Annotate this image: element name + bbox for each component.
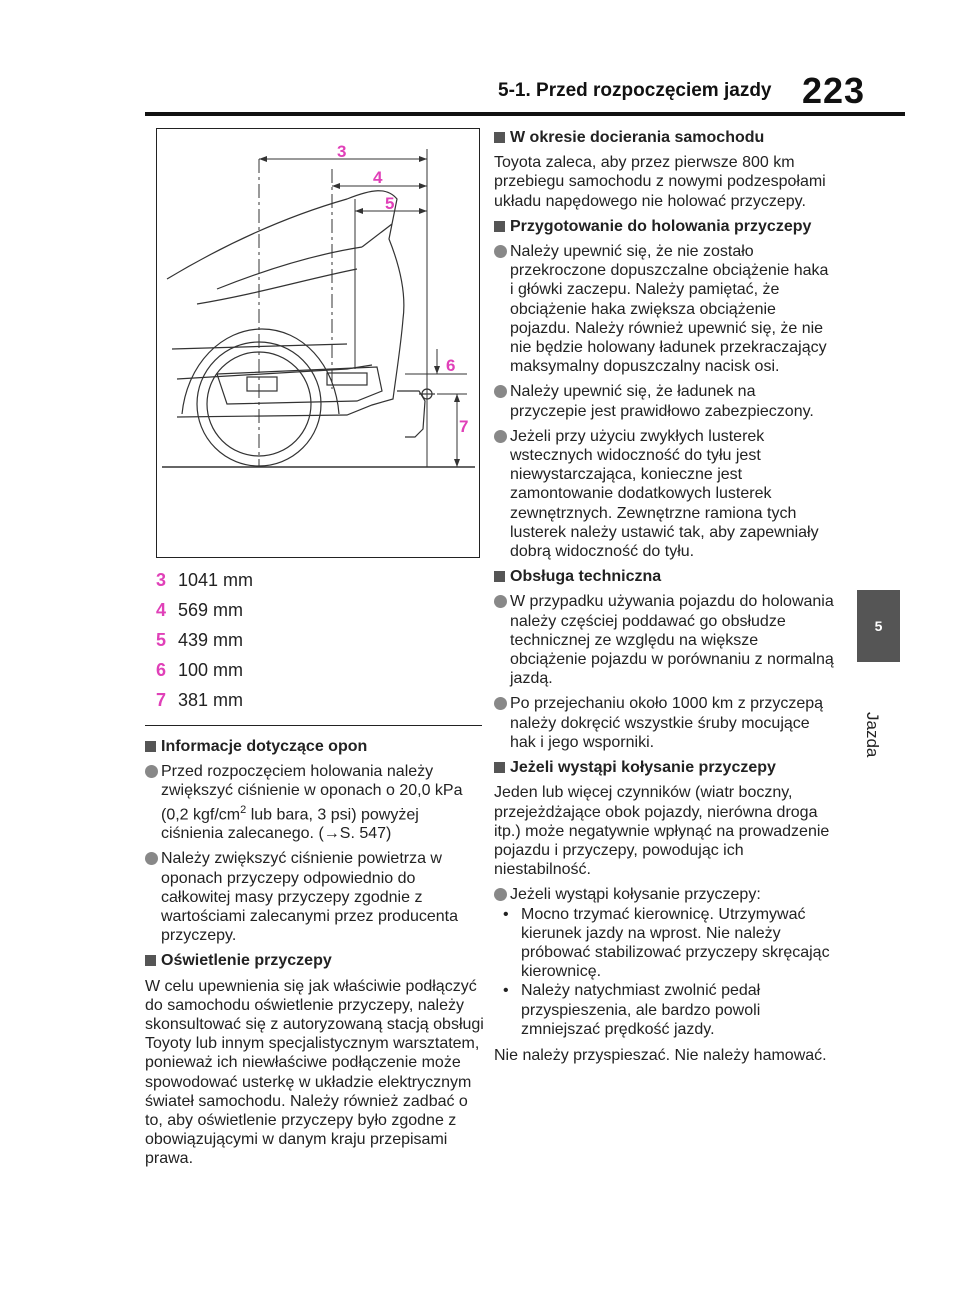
prep-bullet [494,382,834,420]
prep-bullet [494,242,834,376]
prep-bullet-text: Należy upewnić się, że ładunek na przyczepie jest prawidłowo zabezpieczony. [510,383,814,420]
chapter-label: Jazda [863,712,882,758]
lights-heading [145,951,485,970]
break-in-heading [494,128,834,147]
tires-bullet-text: Przed rozpoczęciem holowania należy zwiększyć ciśnienie w oponach o 20,0 kPa (0,2 kgf/cm [161,763,463,823]
tires-bullet-text-end: lub bara, 3 psi) powyżej ciśnienia zalecanego. (→S. 547) [161,805,419,843]
square-bullet-icon [145,955,156,966]
maintenance-bullet-text: W przypadku używania pojazdu do holowania należy częściej poddawać go obsłudze technicznej ze względu na większe obciążenie pojazdu w porównaniu z normalną jazdą. [510,593,834,688]
legend-item [156,565,253,595]
square-bullet-icon [494,132,505,143]
legend-item [156,595,253,625]
circle-bullet-icon [494,430,507,443]
legend-number: 5 [156,630,167,650]
maintenance-heading [494,567,834,586]
page-number: 223 [802,70,866,111]
dim-label-5: 5 [385,194,395,213]
tires-bullet [145,762,485,843]
prep-bullet-text: Jeżeli przy użyciu zwykłych lusterek wstecznych widoczność do tyłu jest niewystarczająca, konieczne jest zamontowanie dodatkowych lusterek zewnętrznych. Zewnętrzne ramiona tych lusterek należy ustawić tak, aby zapewniały dobrą widoczność do tyłu. [510,427,819,561]
tires-bullet [145,849,485,945]
sway-heading [494,758,834,777]
vehicle-rear-illustration [157,129,478,556]
tires-heading-text: Informacje dotyczące opon [161,738,368,755]
square-bullet-icon [494,221,505,232]
header-rule [145,112,905,116]
maintenance-heading-text: Obsługa techniczna [510,568,662,586]
legend-item [156,625,253,655]
legend-number: 7 [156,690,167,710]
legend-value: 439 mm [178,630,244,650]
circle-bullet-icon [494,888,507,901]
legend-number: 6 [156,660,167,680]
circle-bullet-icon [494,595,507,608]
section-title: 5-1. Przed rozpoczęciem jazdy [498,80,772,101]
legend-number: 3 [156,570,167,590]
prep-bullet [494,427,834,561]
prep-heading [494,217,834,236]
maintenance-bullet [494,592,834,688]
legend-value: 100 mm [178,660,244,680]
circle-bullet-icon [494,697,507,710]
sway-subitem-text: Należy natychmiast zwolnić pedał przyspieszenia, ale bardzo powoli zmniejszać prędkość jazdy. [521,982,761,1038]
sway-heading-text: Jeżeli wystąpi kołysanie przyczepy [510,759,776,777]
right-column [494,128,834,1073]
prep-heading-text: Przygotowanie do holowania przyczepy [510,217,812,235]
chapter-tab[interactable]: 5 [857,590,900,662]
dimension-legend [156,565,253,715]
legend-value: 569 mm [178,600,244,620]
legend-item [156,685,253,715]
sway-subitem [494,905,834,982]
sway-subitem [494,981,834,1039]
maintenance-bullet [494,694,834,752]
sway-bullet [494,885,834,904]
tires-heading [145,737,485,756]
circle-bullet-icon [145,852,158,865]
sway-bullet-text: Jeżeli wystąpi kołysanie przyczepy: [510,886,761,904]
superscript: 2 [240,803,247,816]
break-in-heading-text: W okresie docierania samochodu [510,129,765,146]
prep-bullet-text: Należy upewnić się, że nie zostało przekroczone dopuszczalne obciążenie haka i główki zaczepu. Należy pamiętać, że obciążenie haka zwiększa obciążenie pojazdu. Należy również upewnić się, że nie nie będzie holowany ładunek przekraczający maksymalny dopuszczalny nacisk osi. [510,243,829,376]
left-column [145,737,485,1175]
lights-heading-text: Oświetlenie przyczepy [161,952,332,970]
circle-bullet-icon [145,765,158,778]
break-in-paragraph: Toyota zaleca, aby przez pierwsze 800 km przebiegu samochodu z nowymi podzespołami układu napędowego nie holować przyczepy. [494,154,826,210]
legend-value: 1041 mm [178,570,254,590]
dim-label-6: 6 [446,356,456,375]
sway-sublist [494,905,834,1039]
towing-dimensions-figure [156,128,480,558]
dim-label-3: 3 [337,142,347,161]
dim-label-7: 7 [459,417,469,436]
dot-bullet-icon: • [503,905,509,923]
maintenance-bullet-text: Po przejechaniu około 1000 km z przyczepą należy dokręcić wszystkie śruby mocujące hak i jego wsporniki. [510,695,824,751]
dim-label-4: 4 [373,168,383,187]
square-bullet-icon [145,741,156,752]
circle-bullet-icon [494,385,507,398]
section-divider [145,725,482,726]
legend-value: 381 mm [178,690,244,710]
tires-bullet-text: Należy zwiększyć ciśnienie powietrza w oponach przyczepy odpowiednio do całkowitej masy przyczepy zgodnie z wartościami zalecanymi przez producenta przyczepy. [161,850,459,945]
legend-number: 4 [156,600,167,620]
legend-item [156,655,253,685]
circle-bullet-icon [494,245,507,258]
square-bullet-icon [494,571,505,582]
sway-intro: Jeden lub więcej czynników (wiatr boczny, przejeżdżające obok pojazdy, nierówna droga itp.) może negatywnie wpłynąć na prowadzenie pojazdu i przyczepy, powodując ich niestabilność. [494,784,830,879]
sway-closing: Nie należy przyspieszać. Nie należy hamować. [494,1046,827,1064]
dot-bullet-icon: • [503,982,509,1000]
square-bullet-icon [494,762,505,773]
lights-paragraph: W celu upewnienia się jak właściwie podłączyć do samochodu oświetlenie przyczepy, należy skonsultować się z autoryzowaną stacją obsługi Toyoty lub innym specjalistycznym warsztatem, ponieważ ich niewłaściwe podłączenie może spowodować usterkę w układzie elektrycznym świateł samochodu. Należy również zadbać o to, aby oświetlenie przyczepy było zgodne z obowiązującymi w danym kraju przepisami prawa. [145,977,484,1168]
sway-subitem-text: Mocno trzymać kierownicę. Utrzymywać kierunek jazdy na wprost. Nie należy próbować stabilizować przyczepy skręcając kierownicę. [521,905,830,981]
